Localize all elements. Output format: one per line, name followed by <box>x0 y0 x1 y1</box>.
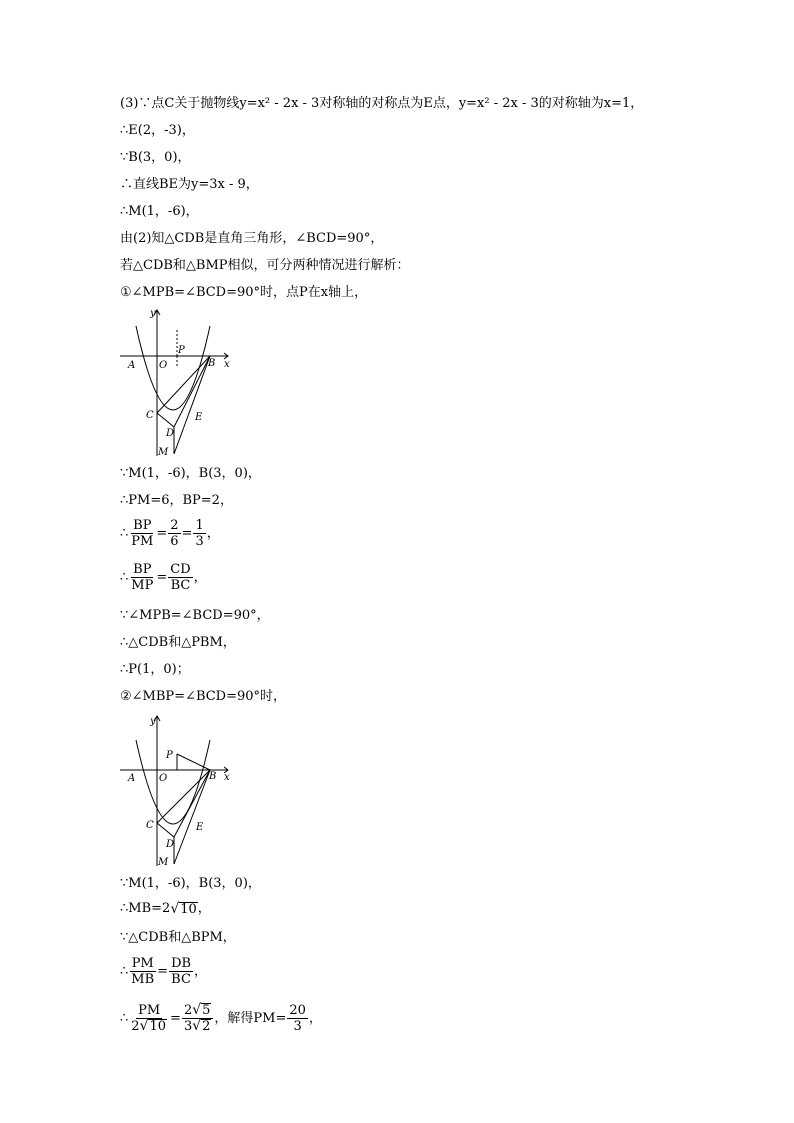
equals-sign: = <box>170 1010 181 1026</box>
numerator: 20 <box>289 1003 306 1018</box>
eq11-post: ， <box>206 525 220 541</box>
denominator <box>129 1019 169 1034</box>
fig2-label-A: A <box>128 773 136 784</box>
line-6: 由(2)知△CDB是直角三角形，∠BCD=90°， <box>120 231 384 246</box>
eq18-pre: ∴MB=2 <box>120 901 171 916</box>
denominator: 6 <box>170 534 179 549</box>
numerator <box>182 1003 213 1019</box>
numerator: BP <box>133 518 152 533</box>
fig2-label-C: C <box>146 820 154 831</box>
fraction <box>129 562 155 593</box>
radical-sign: √ <box>170 900 180 917</box>
denominator <box>182 1019 213 1034</box>
fig1-label-E: E <box>195 412 203 423</box>
eq11-pre: ∴ <box>120 525 129 541</box>
equation-solve-pm <box>120 1003 322 1034</box>
line-8: ①∠MPB=∠BCD=90°时，点P在x轴上， <box>120 285 368 300</box>
fig1-label-x: x <box>224 359 230 370</box>
fig2-label-M: M <box>158 857 169 868</box>
denominator: BC <box>171 972 191 987</box>
equation-mb <box>120 901 211 917</box>
fraction <box>168 562 192 593</box>
line-5: ∴M(1，-6)， <box>120 204 199 219</box>
radicand: 2 <box>202 1019 211 1034</box>
equals-sign: = <box>156 569 168 585</box>
line-9: ∵M(1，-6)，B(3，0)， <box>120 466 261 481</box>
coefficient: 2 <box>183 1003 193 1018</box>
line-16: ②∠MBP=∠BCD=90°时， <box>120 689 287 704</box>
radicand: 10 <box>149 1019 167 1034</box>
equals-sign: = <box>181 525 193 541</box>
line-2: ∴E(2，-3)， <box>120 123 195 138</box>
eq21-pre: ∴ <box>120 1010 129 1026</box>
numerator: DB <box>171 956 192 971</box>
fraction <box>129 956 156 987</box>
coefficient: 3 <box>183 1019 193 1034</box>
fig2-label-x: x <box>224 772 230 783</box>
eq20-post: ， <box>194 963 208 979</box>
fig1-label-P: P <box>178 345 185 356</box>
denominator: 3 <box>195 534 204 549</box>
fraction <box>169 956 193 987</box>
fig1-label-O: O <box>159 360 168 371</box>
equals-sign: = <box>156 525 168 541</box>
square-root <box>140 1019 167 1034</box>
numerator: PM <box>131 956 154 971</box>
line-15: ∴P(1，0)； <box>120 662 190 677</box>
numerator: PM <box>138 1003 161 1018</box>
eq12-post: ， <box>193 569 207 585</box>
equals-sign: = <box>157 963 169 979</box>
fig2-label-y: y <box>150 716 156 727</box>
line-7: 若△CDB和△BMP相似，可分两种情况进行解析： <box>120 258 410 273</box>
radical-sign: √ <box>192 1002 202 1018</box>
square-root <box>170 902 197 917</box>
eq12-pre: ∴ <box>120 569 129 585</box>
line-17: ∵M(1，-6)，B(3，0)， <box>120 876 261 891</box>
radical-sign: √ <box>192 1018 202 1034</box>
line-1: (3)∵点C关于抛物线y=x² - 2x - 3对称轴的对称点为E点，y=x² - 2x - 3的对称轴为x=1， <box>120 96 644 111</box>
fig2-label-D: D <box>166 839 175 850</box>
fraction <box>129 518 155 549</box>
radicand: 10 <box>180 901 197 917</box>
line-14: ∴△CDB和△PBM， <box>120 635 236 650</box>
fig2-label-P: P <box>166 750 173 761</box>
fig1-label-M: M <box>158 447 169 458</box>
fig1-label-A: A <box>128 360 136 371</box>
equation-bp-pm <box>120 518 220 549</box>
line-13: ∵∠MPB=∠BCD=90°， <box>120 608 270 623</box>
fig1-label-B: B <box>208 358 216 369</box>
numerator: CD <box>170 562 191 577</box>
fraction <box>287 1003 308 1034</box>
denominator: 3 <box>293 1019 302 1034</box>
parabola-figure-1 <box>118 306 238 461</box>
equation-bp-mp <box>120 562 207 593</box>
fraction <box>193 518 205 549</box>
line-3: ∵B(3，0)， <box>120 150 191 165</box>
eq20-pre: ∴ <box>120 963 129 979</box>
numerator: BP <box>133 562 152 577</box>
fraction <box>168 518 180 549</box>
denominator: PM <box>131 534 154 549</box>
coefficient: 2 <box>131 1019 140 1034</box>
fig2-label-B: B <box>209 771 217 782</box>
denominator: MB <box>131 972 155 987</box>
fraction <box>182 1003 213 1034</box>
fig2-label-O: O <box>159 773 168 784</box>
line-4: ∴直线BE为y=3x - 9， <box>120 177 259 192</box>
square-root <box>192 1019 211 1034</box>
fig1-label-C: C <box>146 410 154 421</box>
eq21-mid: ，解得PM= <box>214 1010 287 1026</box>
line-19: ∵△CDB和△BPM， <box>120 930 236 945</box>
numerator: 1 <box>195 518 204 533</box>
square-root <box>192 1003 211 1018</box>
denominator: MP <box>131 578 154 593</box>
equation-pm-mb <box>120 956 207 987</box>
numerator: 2 <box>170 518 179 533</box>
fig1-label-y: y <box>150 308 156 319</box>
radical-sign: √ <box>139 1018 149 1034</box>
fraction <box>129 1003 169 1034</box>
denominator: BC <box>170 578 191 593</box>
eq21-post: ， <box>308 1010 322 1026</box>
fig1-label-D: D <box>166 428 175 439</box>
fig2-label-E: E <box>196 822 204 833</box>
parabola-figure-2 <box>118 712 238 870</box>
radicand: 5 <box>202 1003 211 1018</box>
eq18-post: ， <box>197 901 211 916</box>
line-10: ∴PM=6，BP=2， <box>120 493 233 508</box>
